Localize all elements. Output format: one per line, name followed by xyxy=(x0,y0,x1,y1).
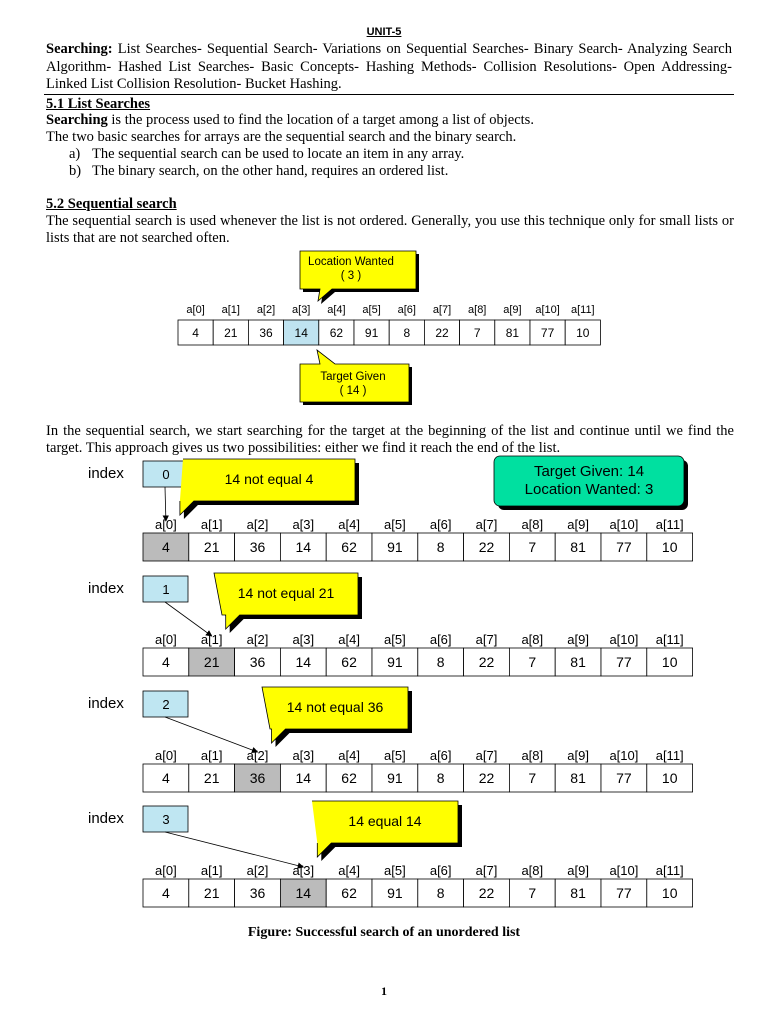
array-index-label: a[7] xyxy=(475,863,498,878)
array-cell-value: 14 xyxy=(295,770,312,786)
array-cell-value: 10 xyxy=(576,326,590,340)
array-cell-value: 21 xyxy=(203,654,220,670)
pointer-arrow xyxy=(165,717,258,752)
message-bubble xyxy=(312,801,458,857)
array-cell-value: 8 xyxy=(436,885,445,901)
array-index-label: a[0] xyxy=(186,304,205,316)
array-index-label: a[5] xyxy=(384,632,406,647)
index-value: 2 xyxy=(162,697,170,712)
array-index-label: a[1] xyxy=(200,517,223,532)
array-index-label: a[5] xyxy=(384,863,406,878)
array-index-label: a[8] xyxy=(521,632,544,647)
array-cell-value: 4 xyxy=(162,654,170,670)
array-cell-value: 22 xyxy=(478,885,495,901)
array-cell-value: 7 xyxy=(528,885,537,901)
array-cell-value: 91 xyxy=(387,770,403,786)
array-cell-value: 7 xyxy=(528,770,537,786)
array-cell-value: 62 xyxy=(341,770,357,786)
array-index-label: a[11] xyxy=(570,304,595,316)
array-index-label: a[1] xyxy=(200,748,223,763)
section-heading-sequential-search: 5.2 Sequential search xyxy=(46,196,177,212)
array-index-label: a[4] xyxy=(338,748,360,763)
sequential-search-description: In the sequential search, we start searching for the target at the beginning of the list and continue until we find the target. This approach gives us two possibilities: either we find it reach the end of the list. xyxy=(46,423,734,456)
array-cell-value: 36 xyxy=(249,885,266,901)
search-step xyxy=(88,687,693,792)
array-index-label: a[6] xyxy=(429,632,452,647)
figure-array-target xyxy=(178,251,600,405)
array-cell-value: 21 xyxy=(203,539,220,555)
array-cell-value: 36 xyxy=(259,326,273,340)
array-index-label: a[8] xyxy=(521,863,544,878)
summary-location: Location Wanted: 3 xyxy=(524,481,654,498)
array-cell-value: 77 xyxy=(540,326,555,340)
array-index-label: a[2] xyxy=(246,632,269,647)
array-index-label: a[2] xyxy=(246,863,269,878)
array-index-label: a[8] xyxy=(521,748,544,763)
unit-title: UNIT-5 xyxy=(366,26,402,38)
array-index-label: a[6] xyxy=(429,863,452,878)
array-cell-value: 62 xyxy=(341,539,357,555)
array-cell-value: 62 xyxy=(341,885,357,901)
array-index-label: a[11] xyxy=(655,748,684,763)
array-index-label: a[8] xyxy=(521,517,544,532)
array-index-label: a[0] xyxy=(155,632,177,647)
array-index-label: a[3] xyxy=(292,748,315,763)
array-cell-value: 22 xyxy=(435,326,449,340)
list-item-b-marker: b) xyxy=(69,163,82,179)
array-cell-value: 14 xyxy=(295,885,312,901)
array-index-label: a[7] xyxy=(475,517,498,532)
array-cell-value: 4 xyxy=(162,770,170,786)
array-cell-value: 7 xyxy=(528,539,537,555)
array-cell-value: 10 xyxy=(661,539,678,555)
target-given-label: Target Given xyxy=(320,371,386,383)
array-index-label: a[9] xyxy=(567,748,589,763)
list-item-a-marker: a) xyxy=(69,146,81,162)
page-number: 1 xyxy=(381,984,387,998)
array-index-label: a[3] xyxy=(292,863,315,878)
array-cell-value: 4 xyxy=(192,326,199,340)
array-cell-value: 21 xyxy=(203,770,220,786)
array-index-label: a[9] xyxy=(503,304,522,316)
array-cell-value: 36 xyxy=(249,770,266,786)
array-index-label: a[5] xyxy=(384,748,406,763)
array-index-label: a[7] xyxy=(475,632,498,647)
figure-sequential-steps xyxy=(88,456,693,907)
array-cell-value: 22 xyxy=(478,770,495,786)
array-cell-value: 77 xyxy=(616,654,632,670)
array-index-label: a[7] xyxy=(432,304,452,316)
array-index-label: a[2] xyxy=(246,517,269,532)
array-index-label: a[9] xyxy=(567,863,589,878)
message-text: 14 equal 14 xyxy=(348,813,422,829)
array-cell-value: 91 xyxy=(387,885,403,901)
array-index-label: a[1] xyxy=(221,304,240,316)
index-label: index xyxy=(88,465,124,482)
array-index-label: a[2] xyxy=(246,748,269,763)
message-bubble xyxy=(180,459,355,515)
location-wanted-label: Location Wanted xyxy=(308,256,394,268)
array-cell-value: 81 xyxy=(570,654,586,670)
array-index-label: a[0] xyxy=(155,863,177,878)
array-cell-value: 81 xyxy=(570,539,586,555)
array-index-label: a[11] xyxy=(655,517,684,532)
array-index-label: a[10] xyxy=(609,748,639,763)
index-value: 0 xyxy=(162,467,170,482)
array-cell-value: 77 xyxy=(616,885,632,901)
array-index-label: a[9] xyxy=(567,632,589,647)
array-cell-value: 62 xyxy=(329,326,344,340)
sequential-search-intro: The sequential search is used whenever the list is not ordered. Generally, you use this technique only for small lists or lists that are not searched often. xyxy=(46,213,734,246)
array-cell-value: 81 xyxy=(570,770,586,786)
array-cell-value: 21 xyxy=(203,885,220,901)
pointer-arrow xyxy=(165,832,303,867)
section-heading-list-searches: 5.1 List Searches xyxy=(46,96,151,112)
array-index-label: a[4] xyxy=(338,632,360,647)
topics-text: List Searches- Sequential Search- Variations on Sequential Searches- Binary Search- Analyzing Search Algorithm- Hashed List Searches- Basic Concepts- Hashing Methods- Collision Resolutions- Open Addressing- Linked List Collision Resolution- Bucket Hashing. xyxy=(46,41,732,92)
array-index-label: a[2] xyxy=(256,304,276,316)
array-index-label: a[0] xyxy=(155,517,177,532)
array-index-label: a[6] xyxy=(397,304,416,316)
array-cell-value: 81 xyxy=(570,885,586,901)
array-cell-value: 10 xyxy=(661,654,678,670)
message-text: 14 not equal 36 xyxy=(286,699,384,715)
index-label: index xyxy=(88,695,124,712)
figure-caption: Figure: Successful search of an unordered list xyxy=(247,925,521,940)
array-cell-value: 36 xyxy=(249,539,266,555)
search-step xyxy=(88,573,693,676)
array-cell-value: 91 xyxy=(364,326,379,340)
message-text: 14 not equal 4 xyxy=(224,471,314,487)
array-cell-value: 4 xyxy=(162,539,170,555)
array-cell-value: 77 xyxy=(616,770,632,786)
array-cell-value: 7 xyxy=(528,654,537,670)
topics-label: Searching: xyxy=(46,41,113,57)
array-index-label: a[10] xyxy=(609,863,639,878)
index-label: index xyxy=(88,810,124,827)
array-cell-value: 21 xyxy=(224,326,238,340)
array-cell-value: 22 xyxy=(478,654,495,670)
array-index-label: a[10] xyxy=(609,632,639,647)
array-index-label: a[3] xyxy=(292,517,315,532)
array-cell-value: 36 xyxy=(249,654,266,670)
array-index-label: a[10] xyxy=(535,304,560,316)
array-cell-value: 91 xyxy=(387,539,403,555)
array-cell-value: 8 xyxy=(403,326,411,340)
array-cell-value: 77 xyxy=(616,539,632,555)
array-cell-value: 22 xyxy=(478,539,495,555)
array-index-label: a[1] xyxy=(200,863,223,878)
array-index-label: a[9] xyxy=(567,517,589,532)
array-cell-value: 8 xyxy=(436,770,445,786)
array-index-label: a[5] xyxy=(384,517,406,532)
searching-definition-text: is the process used to find the location of a target among a list of objects. xyxy=(107,112,534,128)
array-cell-value: 14 xyxy=(295,539,312,555)
array-index-label: a[4] xyxy=(338,863,360,878)
pointer-arrow xyxy=(165,487,166,521)
array-cell-value: 8 xyxy=(436,539,445,555)
searching-term: Searching xyxy=(46,112,108,128)
array-index-label: a[3] xyxy=(292,632,315,647)
basic-searches-text: The two basic searches for arrays are the sequential search and the binary search. xyxy=(46,129,517,145)
array-cell-value: 14 xyxy=(295,654,312,670)
array-cell-value: 10 xyxy=(661,885,678,901)
index-label: index xyxy=(88,580,124,597)
array-index-label: a[11] xyxy=(655,632,684,647)
array-cell-value: 10 xyxy=(661,770,678,786)
array-index-label: a[8] xyxy=(468,304,487,316)
array-index-label: a[5] xyxy=(362,304,381,316)
array-index-label: a[3] xyxy=(292,304,311,316)
list-item-a-text: The sequential search can be used to locate an item in any array. xyxy=(92,146,465,162)
pointer-arrow xyxy=(165,602,212,636)
location-wanted-value: ( 3 ) xyxy=(340,270,362,282)
array-cell-value: 81 xyxy=(505,326,520,340)
message-text: 14 not equal 21 xyxy=(237,585,335,601)
target-given-value: ( 14 ) xyxy=(339,385,367,397)
array-cell-value: 7 xyxy=(473,326,481,340)
array-index-label: a[4] xyxy=(338,517,360,532)
array-index-label: a[7] xyxy=(475,748,498,763)
search-step xyxy=(88,801,693,907)
array-cell-value: 62 xyxy=(341,654,357,670)
array-cell-value: 91 xyxy=(387,654,403,670)
array-index-label: a[11] xyxy=(655,863,684,878)
index-value: 3 xyxy=(162,812,170,827)
array-cell-value: 8 xyxy=(436,654,445,670)
array-index-label: a[10] xyxy=(609,517,639,532)
array-cell-value: 14 xyxy=(294,326,308,340)
index-value: 1 xyxy=(162,582,170,597)
array-index-label: a[6] xyxy=(429,517,452,532)
array-cell-value: 4 xyxy=(162,885,170,901)
array-index-label: a[1] xyxy=(200,632,223,647)
array-index-label: a[4] xyxy=(327,304,346,316)
list-item-b-text: The binary search, on the other hand, requires an ordered list. xyxy=(92,163,449,179)
summary-target: Target Given: 14 xyxy=(533,463,645,480)
array-index-label: a[6] xyxy=(429,748,452,763)
array-index-label: a[0] xyxy=(155,748,177,763)
